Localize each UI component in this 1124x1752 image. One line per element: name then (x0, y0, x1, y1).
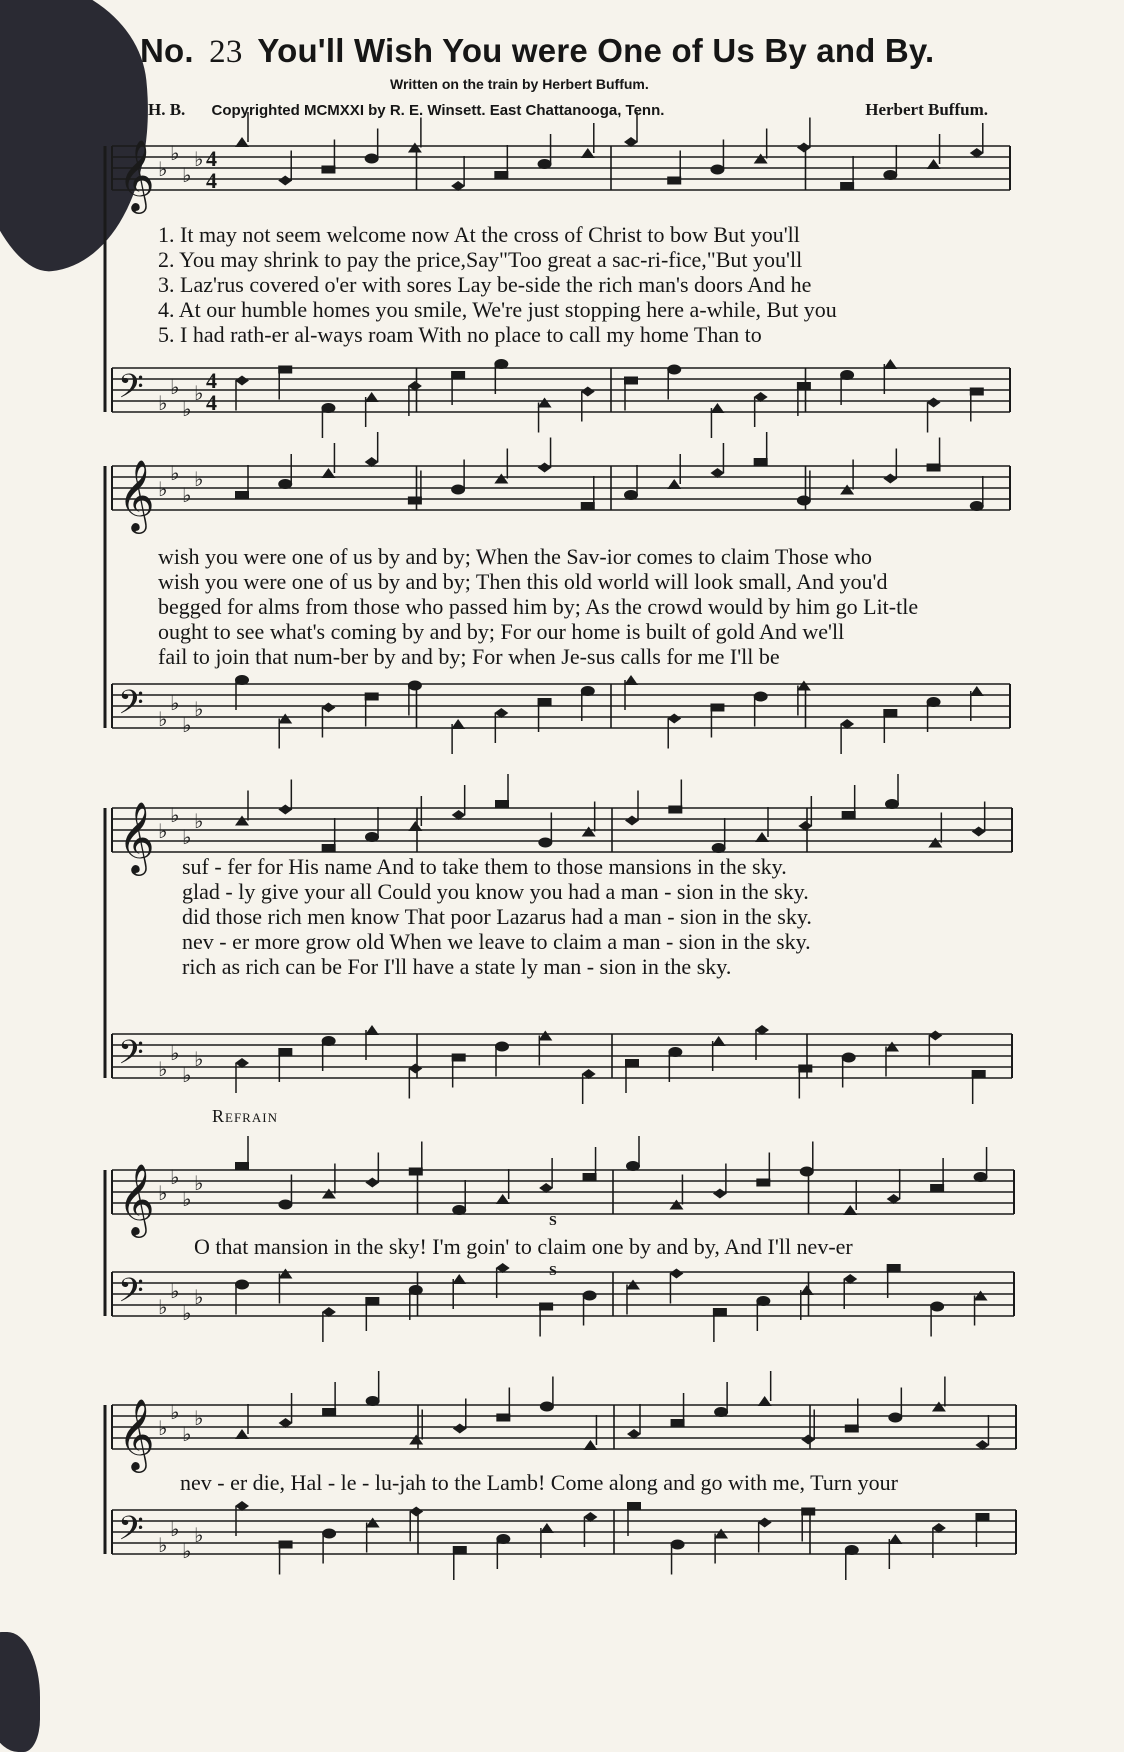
lyric-line: 4. At our humble homes you smile, We're just stopping here a-while, But you (158, 297, 837, 322)
note-head (496, 1534, 510, 1544)
lyric-line: nev - er more grow old When we leave to claim a man - sion in the sky. (182, 929, 811, 954)
note-head (754, 154, 768, 164)
note-head (278, 479, 292, 489)
note-head (452, 1205, 466, 1215)
note-head (365, 1178, 379, 1188)
note-head (365, 693, 379, 701)
flat-sign: ♭ (158, 1057, 168, 1081)
note-head (797, 496, 811, 506)
note-head (539, 1303, 553, 1311)
lyric-line: did those rich men know That poor Lazarus had a man - sion in the sky. (182, 904, 812, 929)
lyric-line: 2. You may shrink to pay the price,Say"Too great a sac-ri-fice,"But you'll (158, 247, 803, 272)
note-head (365, 392, 379, 402)
note-head (713, 1308, 727, 1316)
note-head (714, 1529, 728, 1539)
flat-sign: ♭ (194, 1523, 204, 1547)
flat-sign: ♭ (182, 825, 192, 849)
flat-sign: ♭ (158, 819, 168, 843)
note-head (712, 843, 726, 853)
hymn-number: 23 (209, 34, 243, 70)
lyric-line: begged for alms from those who passed him by; As the crowd would by him go Lit-tle (158, 594, 919, 619)
flat-sign: ♭ (170, 803, 180, 827)
treble-clef: 𝄞 (118, 138, 155, 211)
note-head (975, 1513, 989, 1521)
note-head (278, 714, 292, 724)
note-head (451, 719, 465, 729)
note-head (625, 1059, 639, 1067)
note-head (538, 398, 552, 408)
note-head (927, 464, 941, 472)
time-signature-top: 4 (206, 146, 217, 171)
note-head (366, 1396, 380, 1406)
note-head (756, 1179, 770, 1187)
flat-sign: ♭ (182, 1539, 192, 1563)
lyric-line: fail to join that num-ber by and by; For when Je-sus calls for me I'll be (158, 644, 780, 669)
note-head (279, 1541, 293, 1549)
treble-clef: 𝄞 (118, 800, 155, 873)
flat-sign: ♭ (158, 1181, 168, 1205)
solo-mark: S (549, 1214, 557, 1229)
flat-sign: ♭ (182, 1063, 192, 1087)
note-head (668, 806, 682, 814)
note-head (452, 1274, 466, 1284)
flat-sign: ♭ (158, 477, 168, 501)
note-head (883, 474, 897, 484)
treble-clef: 𝄞 (118, 458, 155, 531)
note-head (928, 838, 942, 848)
flat-sign: ♭ (158, 707, 168, 731)
note-head (495, 1042, 509, 1052)
flat-sign: ♭ (170, 141, 180, 165)
note-head (710, 704, 724, 712)
flat-sign: ♭ (170, 691, 180, 715)
flat-sign: ♭ (182, 1187, 192, 1211)
note-head (667, 365, 681, 375)
flat-sign: ♭ (182, 713, 192, 737)
note-head (798, 1065, 812, 1073)
note-head (754, 458, 768, 466)
note-head (885, 799, 899, 809)
note-head (845, 1425, 859, 1433)
refrain-lyric-line-2: nev - er die, Hal - le - lu-jah to the Lamb! Come along and go with me, Turn your (180, 1470, 898, 1495)
time-signature-bottom: 4 (206, 168, 217, 193)
note-head (888, 1534, 902, 1544)
note-head (583, 1173, 597, 1181)
flat-sign: ♭ (158, 391, 168, 415)
note-head (927, 697, 941, 707)
note-head (540, 1402, 554, 1412)
time-signature-top: 4 (206, 368, 217, 393)
flat-sign: ♭ (194, 1285, 204, 1309)
flat-sign: ♭ (194, 1047, 204, 1071)
treble-clef: 𝄞 (118, 1162, 155, 1235)
note-head (278, 1200, 292, 1210)
note-head (451, 485, 465, 495)
note-head (883, 359, 897, 369)
note-head (365, 1297, 379, 1305)
note-head (668, 1047, 682, 1057)
note-head (278, 366, 292, 374)
note-head (409, 1435, 423, 1445)
time-signature-bottom: 4 (206, 390, 217, 415)
solo-mark-bass: S (549, 1264, 557, 1279)
note-head (972, 1070, 986, 1078)
note-head (235, 137, 249, 147)
note-head (366, 1518, 380, 1528)
flat-sign: ♭ (182, 163, 192, 187)
note-head (756, 1296, 770, 1306)
note-head (713, 1189, 727, 1199)
note-head (797, 143, 811, 153)
note-head (235, 376, 249, 386)
note-head (625, 816, 639, 826)
flat-sign: ♭ (158, 1533, 168, 1557)
note-head (754, 692, 768, 702)
note-head (758, 1396, 772, 1406)
note-head (970, 501, 984, 511)
lyric-line: suf - fer for His name And to take them to those mansions in the sky. (182, 854, 787, 879)
note-head (235, 1162, 249, 1170)
note-head (927, 398, 941, 408)
note-head (322, 1036, 336, 1046)
note-head (887, 1264, 901, 1272)
note-head (496, 1194, 510, 1204)
note-head (365, 154, 379, 164)
note-head (624, 377, 638, 385)
flat-sign: ♭ (194, 1171, 204, 1195)
note-head (538, 1031, 552, 1041)
note-head (581, 686, 595, 696)
flat-sign: ♭ (170, 1041, 180, 1065)
note-head (582, 827, 596, 837)
note-head (758, 1518, 772, 1528)
note-head (930, 1302, 944, 1312)
note-head (408, 821, 422, 831)
bass-clef: 𝄢 (118, 368, 144, 414)
note-head (974, 1172, 988, 1182)
note-head (408, 497, 422, 505)
note-head (322, 844, 336, 852)
note-head (235, 1280, 249, 1290)
note-head (970, 388, 984, 396)
note-head (714, 1407, 728, 1417)
refrain-lyric-line-1: O that mansion in the sky! I'm goin' to claim one by and by, And I'll nev-er (194, 1234, 853, 1259)
note-head (321, 166, 335, 174)
note-head (845, 1545, 859, 1555)
flat-sign: ♭ (158, 157, 168, 181)
note-head (365, 1025, 379, 1035)
note-head (321, 403, 335, 413)
note-head (840, 182, 854, 190)
note-head (800, 1285, 814, 1295)
note-head (409, 1285, 423, 1295)
note-head (883, 170, 897, 180)
note-head (626, 1161, 640, 1171)
note-head (278, 176, 292, 186)
hymn-copyright: Copyrighted MCMXXI by R. E. Winsett. East Chattanooga, Tenn. (211, 102, 665, 119)
note-head (408, 681, 422, 691)
note-head (496, 1414, 510, 1422)
note-head (235, 675, 249, 685)
flat-sign: ♭ (194, 697, 204, 721)
note-head (712, 1036, 726, 1046)
note-head (667, 714, 681, 724)
note-head (842, 1053, 856, 1063)
verse-lyrics-system-2 (158, 544, 918, 669)
note-head (842, 811, 856, 819)
lyric-line: 5. I had rath-er al-ways roam With no place to call my home Than to (158, 322, 762, 347)
note-head (540, 1523, 554, 1533)
refrain-label: Refrain (212, 1106, 278, 1126)
note-head (538, 159, 552, 169)
note-head (627, 1502, 641, 1510)
note-head (453, 1546, 467, 1554)
note-head (624, 490, 638, 500)
treble-clef: 𝄞 (118, 1397, 155, 1470)
flat-sign: ♭ (170, 461, 180, 485)
note-head (235, 491, 249, 499)
note-head (321, 468, 335, 478)
note-head (494, 474, 508, 484)
note-head (583, 1291, 597, 1301)
note-head (624, 675, 638, 685)
note-head (278, 805, 292, 815)
note-head (278, 1269, 292, 1279)
note-head (626, 1280, 640, 1290)
note-head (409, 1507, 423, 1517)
note-head (495, 800, 509, 808)
flat-sign: ♭ (182, 1422, 192, 1446)
note-head (581, 387, 595, 397)
lyric-line: glad - ly give your all Could you know you had a man - sion in the sky. (182, 879, 809, 904)
note-head (452, 1054, 466, 1062)
flat-sign: ♭ (170, 1165, 180, 1189)
flat-sign: ♭ (194, 809, 204, 833)
note-head (927, 159, 941, 169)
note-head (797, 681, 811, 691)
note-head (494, 359, 508, 369)
note-head (930, 1184, 944, 1192)
note-head (365, 832, 379, 842)
lyric-line: 3. Laz'rus covered o'er with sores Lay be-side the rich man's doors And he (158, 272, 812, 297)
note-head (408, 143, 422, 153)
note-head (494, 171, 508, 179)
flat-sign: ♭ (158, 1295, 168, 1319)
note-head (669, 1269, 683, 1279)
note-head (322, 1529, 336, 1539)
note-head (667, 479, 681, 489)
note-head (888, 1413, 902, 1423)
note-head (671, 1419, 685, 1427)
flat-sign: ♭ (170, 1279, 180, 1303)
hymn-number-label: No. (140, 32, 194, 69)
note-head (408, 1064, 422, 1074)
note-head (843, 1205, 857, 1215)
note-head (928, 1031, 942, 1041)
note-head (840, 370, 854, 380)
verse-lyrics-system-1 (158, 222, 837, 347)
flat-sign: ♭ (182, 483, 192, 507)
note-head (581, 502, 595, 510)
hymn-title: You'll Wish You were One of Us By and By. (257, 32, 935, 69)
note-head (451, 371, 465, 379)
note-head (710, 403, 724, 413)
note-head (538, 463, 552, 473)
note-head (710, 165, 724, 175)
flat-sign: ♭ (182, 1301, 192, 1325)
note-head (970, 686, 984, 696)
note-head (538, 698, 552, 706)
note-head (671, 1540, 685, 1550)
note-head (801, 1508, 815, 1516)
note-head (755, 832, 769, 842)
note-head (669, 1200, 683, 1210)
lyric-line: rich as rich can be For I'll have a state ly man - sion in the sky. (182, 954, 732, 979)
bass-clef: 𝄢 (118, 1510, 144, 1556)
hymn-subtitle: Written on the train by Herbert Buffum. (390, 76, 649, 92)
note-head (409, 1168, 423, 1176)
bass-clef: 𝄢 (118, 1272, 144, 1318)
note-head (583, 1440, 597, 1450)
note-head (885, 1042, 899, 1052)
flat-sign: ♭ (194, 147, 204, 171)
flat-sign: ♭ (158, 1416, 168, 1440)
note-head (840, 485, 854, 495)
flat-sign: ♭ (170, 1517, 180, 1541)
note-head (278, 1048, 292, 1056)
flat-sign: ♭ (170, 1400, 180, 1424)
note-head (932, 1402, 946, 1412)
lyric-line: wish you were one of us by and by; When the Sav-ior comes to claim Those who (158, 544, 873, 569)
hymn-author: Herbert Buffum. (865, 100, 988, 119)
note-head (972, 827, 986, 837)
note-head (974, 1291, 988, 1301)
lyric-line: 1. It may not seem welcome now At the cross of Christ to bow But you'll (158, 222, 800, 247)
note-head (235, 1429, 249, 1439)
bass-clef: 𝄢 (118, 1034, 144, 1080)
flat-sign: ♭ (170, 375, 180, 399)
note-head (321, 703, 335, 713)
hymn-initials: H. B. (148, 100, 186, 119)
flat-sign: ♭ (194, 381, 204, 405)
note-head (235, 816, 249, 826)
note-head (800, 1167, 814, 1177)
verse-lyrics-system-3 (182, 854, 812, 979)
flat-sign: ♭ (194, 467, 204, 491)
note-head (322, 1408, 336, 1416)
lyric-line: wish you were one of us by and by; Then this old world will look small, And you'd (158, 569, 888, 594)
note-head (453, 1424, 467, 1434)
note-head (538, 838, 552, 848)
note-head (883, 709, 897, 717)
bass-clef: 𝄢 (118, 684, 144, 730)
note-head (801, 1435, 815, 1445)
flat-sign: ♭ (182, 397, 192, 421)
note-head (667, 177, 681, 185)
note-head (322, 1189, 336, 1199)
lyric-line: ought to see what's coming by and by; For our home is built of gold And we'll (158, 619, 845, 644)
note-head (797, 382, 811, 390)
note-head (581, 148, 595, 158)
flat-sign: ♭ (194, 1406, 204, 1430)
